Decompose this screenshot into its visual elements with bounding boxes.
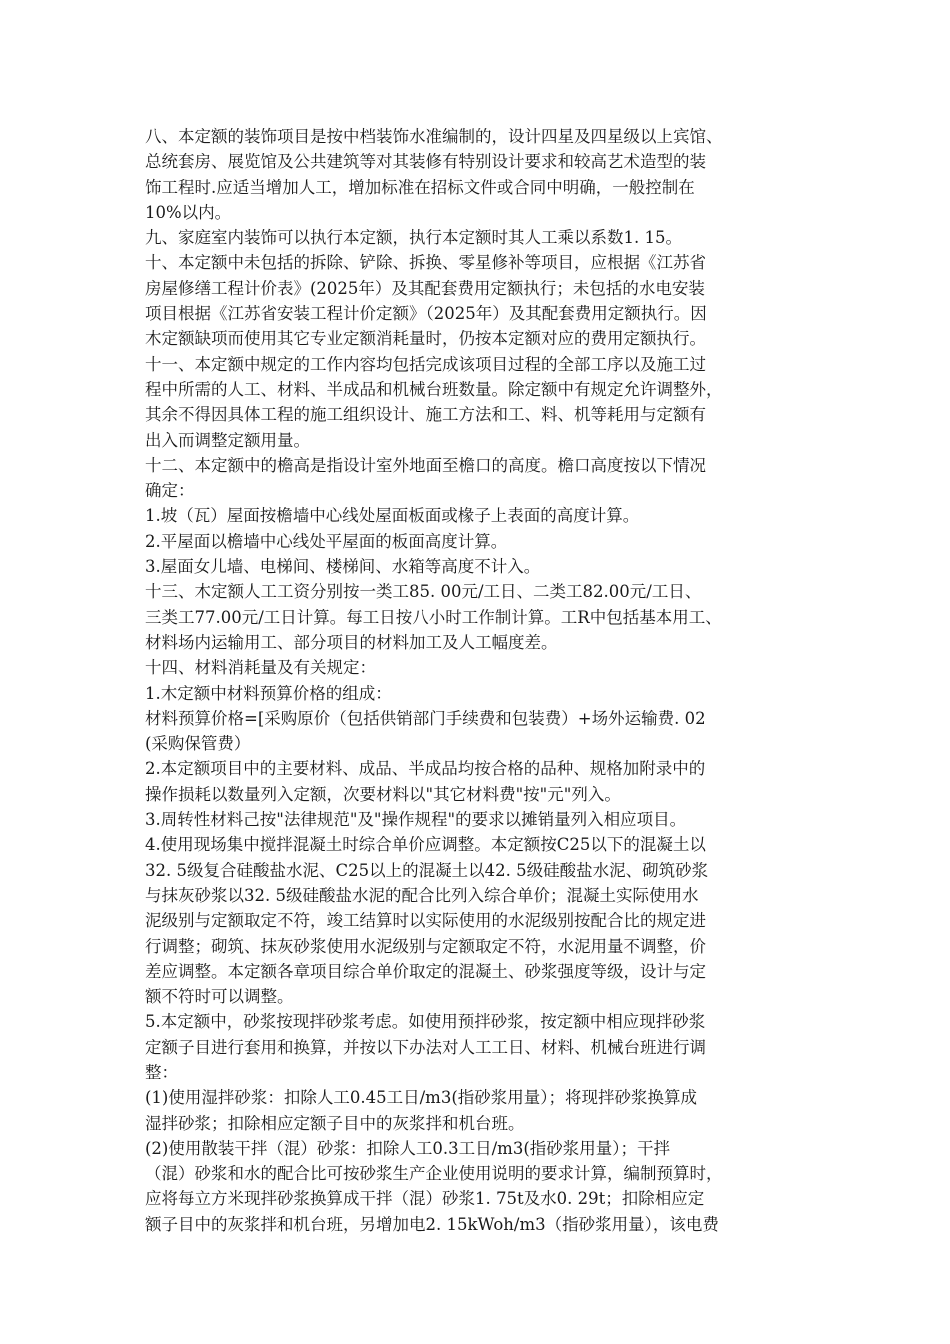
text-line: 十一、本定额中规定的工作内容均包括完成该项目过程的全部工序以及施工过 (145, 354, 706, 374)
text-line: 3.屋面女儿墙、电梯间、楼梯间、水箱等高度不计入。 (145, 557, 541, 577)
text-line: 九、家庭室内装饰可以执行本定额，执行本定额时其人工乘以系数1. 15。 (145, 228, 682, 248)
text-line: 木定额缺项而使用其它专业定额消耗量时，仍按本定额对应的费用定额执行。 (145, 329, 706, 349)
text-line: 2.平屋面以檐墙中心线处平屋面的板面高度计算。 (145, 531, 508, 551)
text-line: 泥级别与定额取定不符，竣工结算时以实际使用的水泥级别按配合比的规定进 (145, 911, 706, 931)
text-line: 5.本定额中，砂浆按现拌砂浆考虑。如使用预拌砂浆，按定额中相应现拌砂浆 (145, 1012, 706, 1032)
text-line: 1.坡（瓦）屋面按檐墙中心线处屋面板面或椽子上表面的高度计算。 (145, 506, 640, 526)
text-line: (采购保管费） (145, 734, 251, 754)
text-line: 32. 5级复合硅酸盐水泥、C25以上的混凝土以42. 5级硅酸盐水泥、砌筑砂浆 (145, 860, 709, 880)
text-line: 项目根据《江苏省安装工程计价定额》（2025年）及其配套费用定额执行。因 (145, 304, 707, 324)
text-line: 1.木定额中材料预算价格的组成： (145, 683, 392, 703)
text-line: 十三、木定额人工工资分别按一类工85. 00元/工日、二类工82.00元/工日、 (145, 582, 702, 602)
text-line: 十、本定额中未包括的拆除、铲除、拆换、零星修补等项目，应根据《江苏省 (145, 253, 706, 273)
text-line: 定额子目进行套用和换算，并按以下办法对人工工日、材料、机械台班进行调 (145, 1037, 706, 1057)
text-line: 确定： (145, 481, 195, 501)
text-line: 材料预算价格=[采购原价（包括供销部门手续费和包装费）+场外运输费. 02 (145, 708, 706, 728)
text-line: 行调整；砌筑、抹灰砂浆使用水泥级别与定额取定不符，水泥用量不调整，价 (145, 936, 706, 956)
text-line: 4.使用现场集中搅拌混凝土时综合单价应调整。本定额按C25以下的混凝土以 (145, 835, 706, 855)
text-line: 三类工77.00元/工日计算。每工日按八小时工作制计算。工R中包括基本用工、 (145, 607, 722, 627)
text-line: 10%以内。 (145, 202, 232, 222)
text-line: 与抹灰砂浆以32. 5级硅酸盐水泥的配合比列入综合单价；混凝土实际使用水 (145, 885, 699, 905)
text-line: 整： (145, 1062, 178, 1082)
text-line: (1)使用湿拌砂浆：扣除人工0.45工日/m3(指砂浆用量）；将现拌砂浆换算成 (145, 1088, 698, 1108)
text-line: 湿拌砂浆；扣除相应定额子目中的灰浆拌和机台班。 (145, 1113, 525, 1133)
text-line: 饰工程时.应适当增加人工，增加标准在招标文件或合同中明确，一般控制在 (145, 177, 695, 197)
text-line: 其余不得因具体工程的施工组织设计、施工方法和工、料、机等耗用与定额有 (145, 405, 706, 425)
text-line: 房屋修缮工程计价表》(2025年）及其配套费用定额执行；未包括的水电安装 (145, 278, 705, 298)
text-line: 材料场内运输用工、部分项目的材料加工及人工幅度差。 (145, 632, 558, 652)
text-line: 程中所需的人工、材料、半成品和机械台班数量。除定额中有规定允许调整外， (145, 379, 723, 399)
text-line: 应将每立方米现拌砂浆换算成干拌（混）砂浆1. 75t及水0. 29t；扣除相应定 (145, 1189, 705, 1209)
text-line: 2.本定额项目中的主要材料、成品、半成品均按合格的品种、规格加附录中的 (145, 759, 706, 779)
text-line: 十四、材料消耗量及有关规定： (145, 658, 376, 678)
text-line: 出入而调整定额用量。 (145, 430, 310, 450)
text-line: 额不符时可以调整。 (145, 987, 294, 1007)
text-line: （混）砂浆和水的配合比可按砂浆生产企业使用说明的要求计算，编制预算时， (145, 1164, 723, 1184)
text-line: 十二、本定额中的檐高是指设计室外地面至檐口的高度。檐口高度按以下情况 (145, 455, 706, 475)
text-line: 差应调整。本定额各章项目综合单价取定的混凝土、砂浆强度等级，设计与定 (145, 961, 706, 981)
text-line: 额子目中的灰浆拌和机台班，另增加电2. 15kWoh/m3（指砂浆用量），该电费 (145, 1214, 719, 1234)
text-line: 操作损耗以数量列入定额，次要材料以"其它材料费"按"元"列入。 (145, 784, 621, 804)
document-body (145, 124, 830, 1237)
text-line: 3.周转性材料己按"法律规范"及"操作规程"的要求以摊销量列入相应项目。 (145, 810, 687, 830)
text-line: 总统套房、展览馆及公共建筑等对其装修有特别设计要求和较高艺术造型的装 (145, 152, 706, 172)
text-line: 八、本定额的装饰项目是按中档装饰水准编制的，设计四星及四星级以上宾馆、 (145, 127, 723, 146)
text-line: (2)使用散装干拌（混）砂浆：扣除人工0.3工日/m3(指砂浆用量）；干拌 (145, 1138, 671, 1158)
